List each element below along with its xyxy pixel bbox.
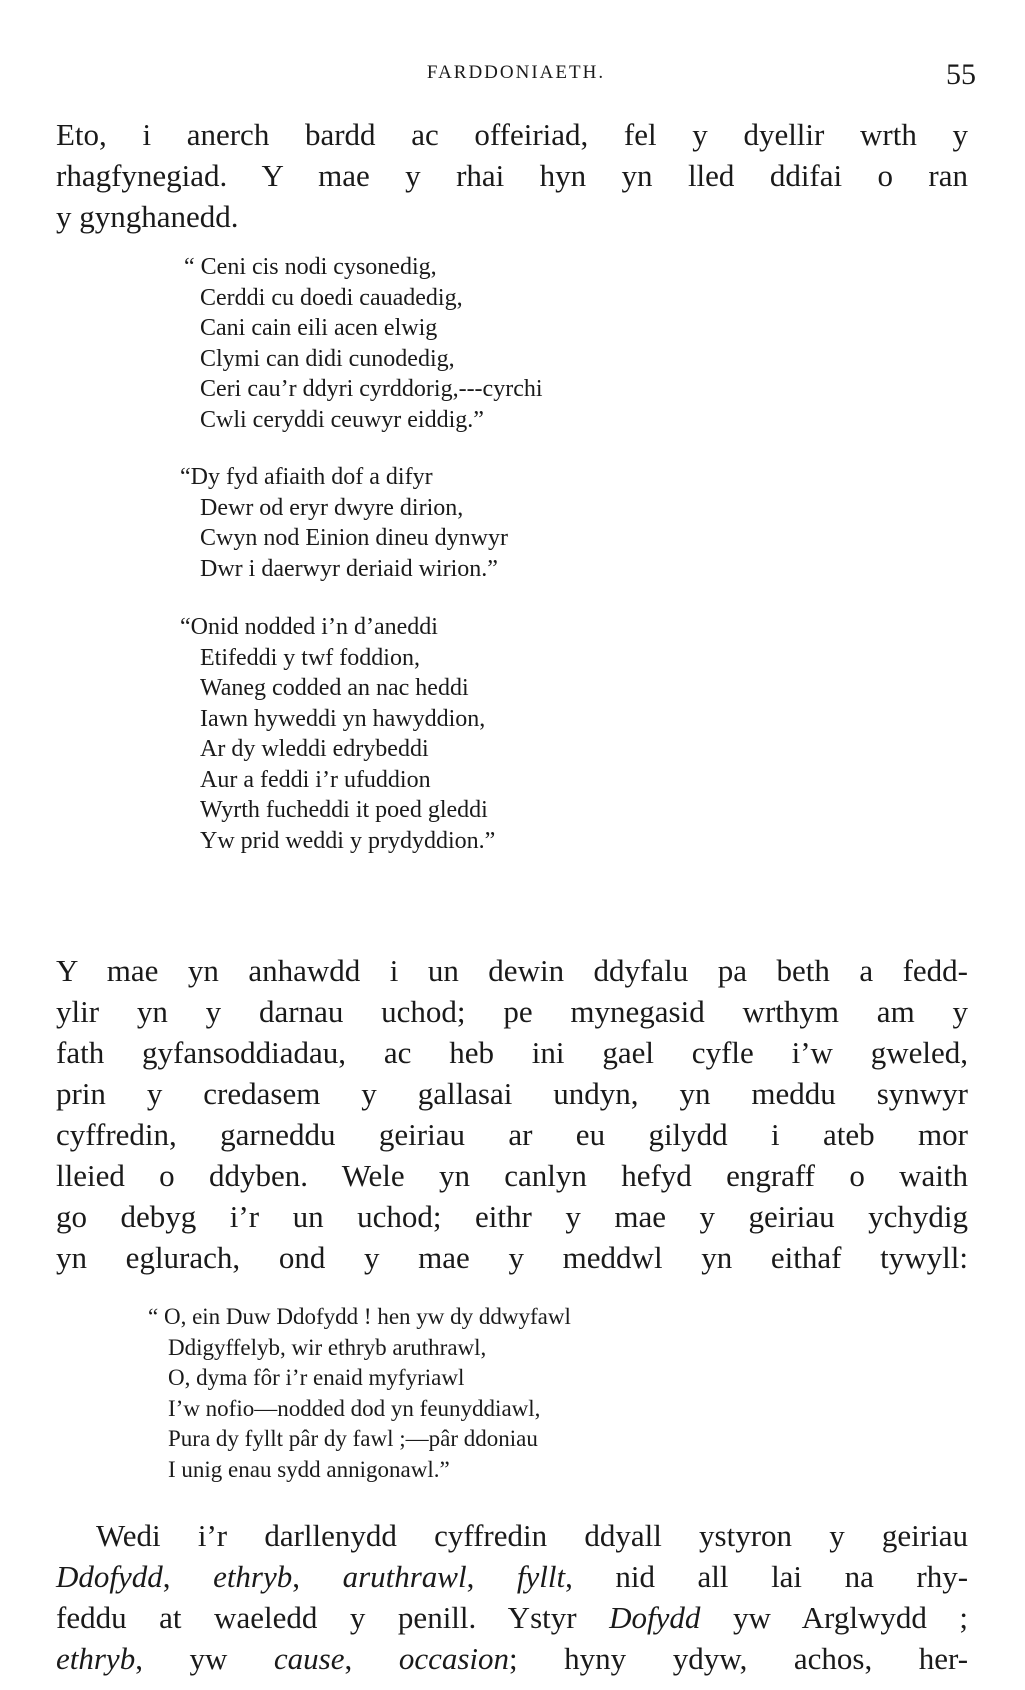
italic-term: cause [273,1641,345,1676]
verse-line: Wyrth fucheddi it poed gleddi [200,797,488,823]
italic-term: Dofydd [609,1600,701,1635]
text-line: y gynghanedd. [56,199,239,234]
text-line: rhagfynegiad. Y mae y rhai hyn yn lled ddifai o ran [56,158,968,193]
verse-line: Cwli ceryddi ceuwyr eiddig.” [200,406,484,433]
text-line: Ddofydd, ethryb, aruthrawl, fyllt, nid all lai na rhy- [56,1559,969,1594]
verse-line: Ddigyffelyb, wir ethryb aruthrawl, [168,1334,487,1360]
text-line: prin y credasem y gallasai undyn, yn meddu synwyr [56,1076,968,1111]
verse-line: I’w nofio—nodded dod yn feunyddiawl, [168,1395,541,1421]
text-line: yn eglurach, ond y mae y meddwl yn eithaf tywyll: [56,1240,968,1275]
verse-line: Cani cain eili acen elwig [200,315,438,341]
verse-line: “Onid nodded i’n d’aneddi [180,614,438,640]
text-line: feddu at waeledd y penill. Ystyr Dofydd yw Arglwydd ; [56,1600,968,1635]
page-number: 55 [946,58,976,91]
text-line: ylir yn y darnau uchod; pe mynegasid wrthym am y [56,994,968,1029]
verse-line: Ar dy wleddi edrybeddi [200,736,429,762]
verse-line: Waneg codded an nac heddi [200,675,469,701]
verse-line: “ O, ein Duw Ddofydd ! hen yw dy ddwyfawl [148,1304,571,1329]
text-line: Wedi i’r darllenydd cyffredin ddyall ystyron y geiriau [96,1518,968,1553]
text-line: go debyg i’r un uchod; eithr y mae y geiriau ychydig [56,1199,968,1234]
poem-stanza-4 [148,1302,571,1485]
poem-stanza-1 [184,252,543,435]
verse-line: Iawn hyweddi yn hawyddion, [200,705,486,732]
italic-term: ethryb [56,1641,136,1676]
italic-term: ethryb [213,1559,293,1594]
text-line: Eto, i anerch bardd ac offeiriad, fel y dyellir wrth y [56,117,968,152]
verse-line: “Dy fyd afiaith dof a difyr [180,464,433,490]
verse-line: Clymi can didi cunodedig, [200,345,455,372]
verse-line: Etifeddi y twf foddion, [200,644,420,671]
verse-line: Ceri cau’r ddyri cyrddorig,---cyrchi [200,376,543,402]
text-line: cyffredin, garneddu geiriau ar eu gilydd i ateb mor [56,1117,968,1152]
poem-stanza-3 [180,612,495,856]
verse-line: O, dyma fôr i’r enaid myfyriawl [168,1365,465,1390]
poem-stanza-2 [180,462,508,584]
italic-term: fyllt [516,1559,566,1594]
verse-line: Cwyn nod Einion dineu dynwyr [200,525,508,551]
paragraph-commentary [56,950,968,1278]
running-title: FARDDONIAETH. [426,62,606,83]
verse-line: Dewr od eryr dwyre dirion, [200,494,464,521]
paragraph-intro [56,114,968,237]
verse-line: Cerddi cu doedi cauadedig, [200,284,463,311]
italic-term: aruthrawl [342,1559,467,1594]
verse-line: I unig enau sydd annigonawl.” [168,1456,450,1482]
verse-line: Yw prid weddi y prydyddion.” [200,827,496,854]
verse-line: Aur a feddi i’r ufuddion [200,766,431,793]
italic-term: Ddofydd [56,1559,163,1594]
verse-line: “ Ceni cis nodi cysonedig, [184,254,437,280]
text-line: lleied o ddyben. Wele yn canlyn hefyd engraff o waith [56,1158,968,1193]
text-line: Y mae yn anhawdd i un dewin ddyfalu pa beth a fedd- [56,953,968,988]
page-header [56,58,976,98]
verse-line: Dwr i daerwyr deriaid wirion.” [200,555,498,582]
italic-term: occasion [398,1641,510,1676]
text-line: fath gyfansoddiadau, ac heb ini gael cyfle i’w gweled, [56,1035,968,1070]
text-line: ethryb, yw cause, occasion; hyny ydyw, achos, her- [56,1641,969,1676]
paragraph-explanation [56,1515,968,1679]
verse-line: Pura dy fyllt pâr dy fawl ;—pâr ddoniau [168,1426,538,1451]
